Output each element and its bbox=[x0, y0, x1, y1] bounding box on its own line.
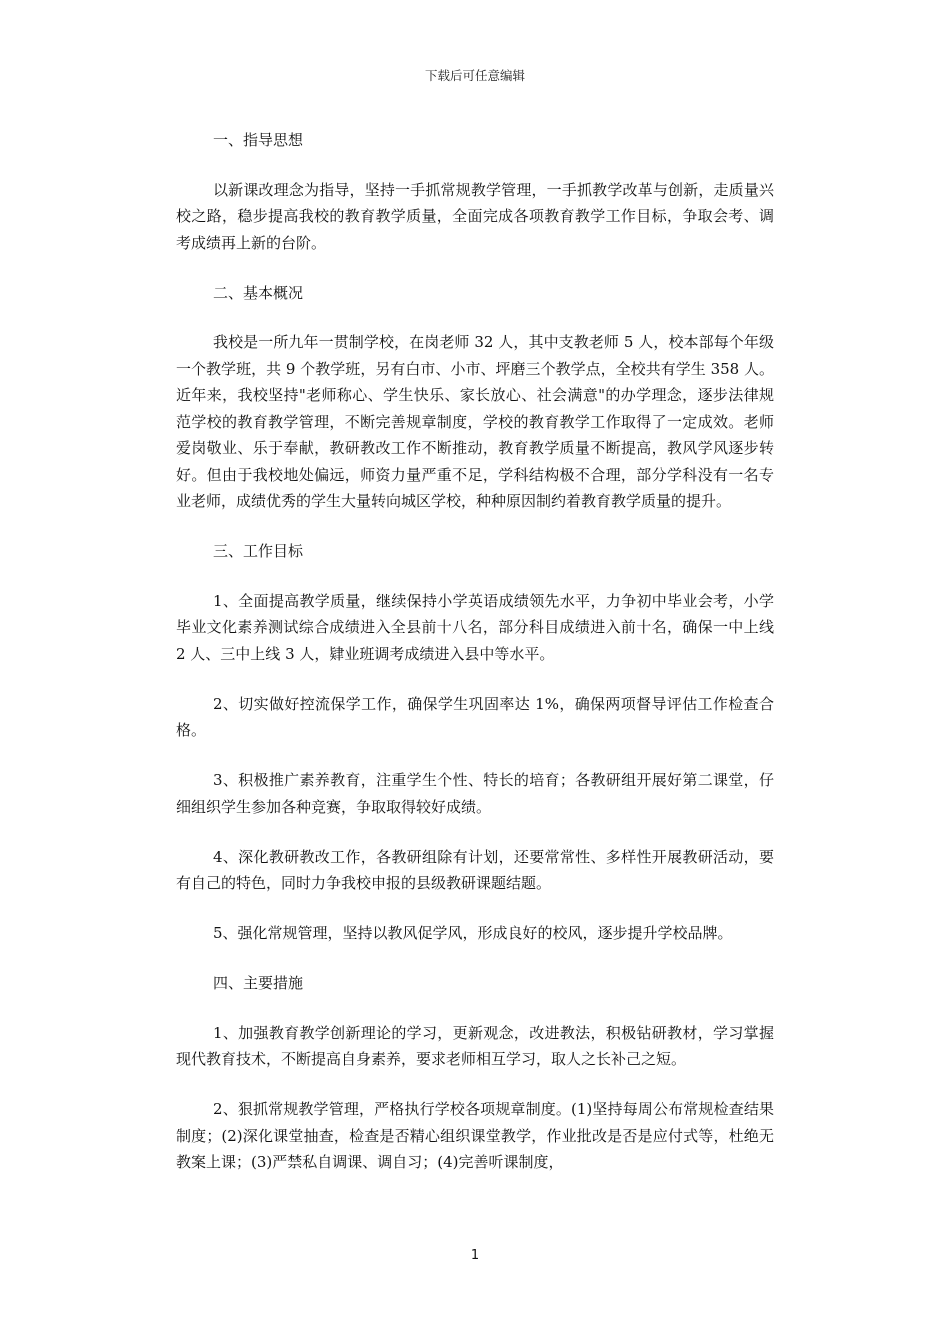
section-heading: 三、工作目标 bbox=[213, 542, 304, 560]
body-paragraph: 5、强化常规管理，坚持以教风促学风，形成良好的校风，逐步提升学校品牌。 bbox=[213, 924, 733, 942]
section-heading: 四、主要措施 bbox=[213, 974, 304, 992]
body-paragraph: 1、全面提高教学质量，继续保持小学英语成绩领先水平，力争初中毕业会考，小学毕业文化素养测试综合成绩进入全县前十八名，部分科目成绩进入前十名，确保一中上线 2 人、三中上线 3 人，肄业班调考成绩进入县中等水平。 bbox=[176, 591, 774, 663]
body-paragraph: 以新课改理念为指导，坚持一手抓常规教学管理，一手抓教学改革与创新，走质量兴校之路，稳步提高我校的教育教学质量，全面完成各项教育教学工作目标，争取会考、调考成绩再上新的台阶。 bbox=[176, 180, 774, 252]
body-paragraph: 1、加强教育教学创新理论的学习，更新观念，改进教法，积极钻研教材，学习掌握现代教育技术，不断提高自身素养，要求老师相互学习，取人之长补己之短。 bbox=[176, 1023, 774, 1068]
page-number: 1 bbox=[470, 1248, 480, 1263]
body-paragraph: 4、深化教研教改工作，各教研组除有计划，还要常常性、多样性开展教研活动，要有自己的特色，同时力争我校申报的县级教研课题结题。 bbox=[176, 847, 774, 892]
section-heading: 一、指导思想 bbox=[213, 131, 304, 149]
body-paragraph: 2、狠抓常规教学管理，严格执行学校各项规章制度。(1)坚持每周公布常规检查结果制度；(2)深化课堂抽查，检查是否精心组织课堂教学，作业批改是否是应付式等，杜绝无教案上课；(3)严禁私自调课、调自习；(4)完善听课制度， bbox=[176, 1100, 774, 1171]
body-paragraph: 2、切实做好控流保学工作，确保学生巩固率达 1%，确保两项督导评估工作检查合格。 bbox=[176, 694, 774, 739]
body-paragraph: 我校是一所九年一贯制学校，在岗老师 32 人，其中支教老师 5 人，校本部每个年级一个教学班，共 9 个教学班，另有白市、小市、坪磨三个教学点，全校共有学生 358 人。近年来，我校坚持"老师称心、学生快乐、家长放心、社会满意"的办学理念，逐步法律规范学校的教育教学管理，不断完善规章制度，学校的教育教学工作取得了一定成效。老师爱岗敬业、乐于奉献，教研教改工作不断推动，教育教学质量不断提高，教风学风逐步转好。但由于我校地处偏远，师资力量严重不足，学科结构极不合理，部分学科没有一名专业老师，成绩优秀的学生大量转向城区学校，种种原因制约着教育教学质量的提升。 bbox=[176, 333, 774, 510]
page-header: 下载后可任意编辑 bbox=[424, 68, 525, 83]
body-paragraph: 3、积极推广素养教育，注重学生个性、特长的培育；各教研组开展好第二课堂，仔细组织学生参加各种竞赛，争取取得较好成绩。 bbox=[176, 771, 774, 816]
document-body bbox=[176, 127, 774, 1176]
section-heading: 二、基本概况 bbox=[213, 283, 304, 302]
